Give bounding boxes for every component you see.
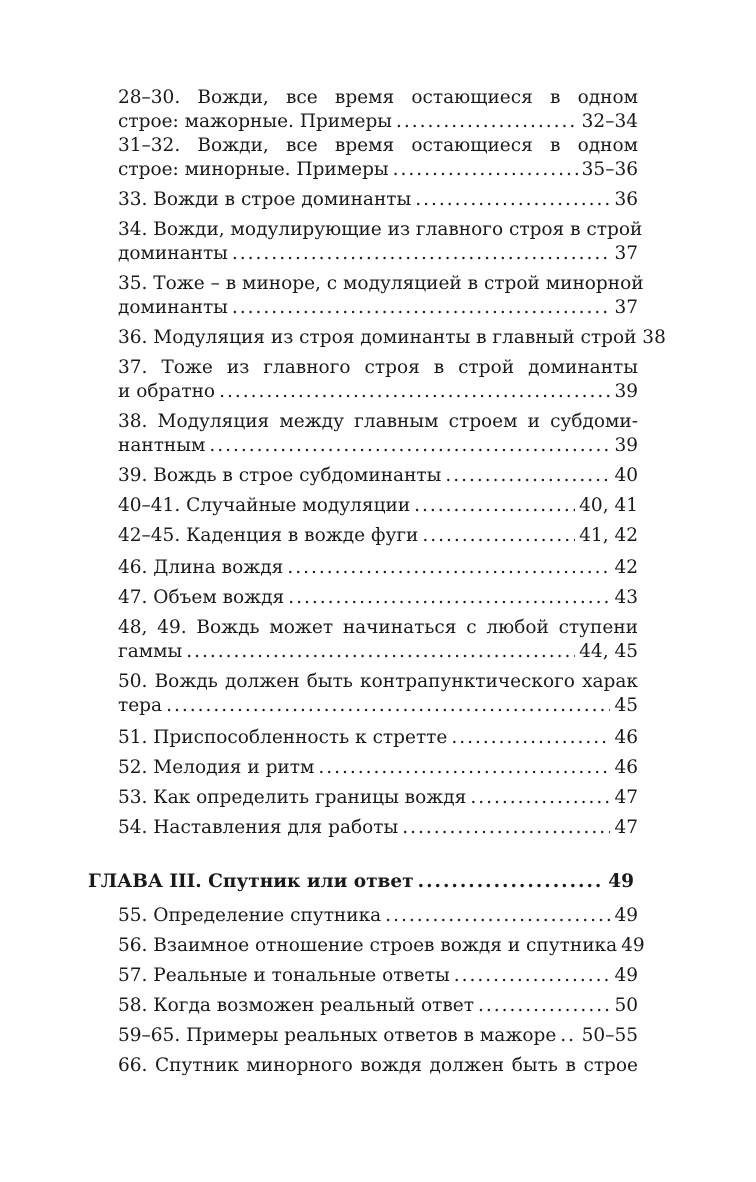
leader-dots [385, 904, 610, 928]
toc-entry[interactable] [118, 816, 638, 840]
leader-dots [318, 756, 610, 780]
toc-entry[interactable]: 36. Модуляция из строя доминанты в главный строй 38 [118, 327, 666, 348]
toc-entry[interactable] [118, 464, 638, 488]
leader-dots [445, 464, 610, 488]
leader-dots [560, 1024, 577, 1048]
toc-title: 47. Объем вождя [118, 587, 285, 608]
leader-dots [393, 158, 578, 182]
toc-entry[interactable] [118, 110, 638, 134]
toc-entry[interactable] [118, 640, 638, 664]
toc-title: 33. Вожди в строе доминанты [118, 189, 412, 210]
toc-page: 32–34 [581, 111, 638, 132]
toc-entry[interactable] [118, 586, 638, 610]
toc-entry[interactable] [118, 556, 638, 580]
toc-title: 53. Как определить границы вождя [118, 787, 467, 808]
toc-page: 49 [614, 905, 638, 926]
toc-line: 28–30. Вожди, все время остающиеся в одном [118, 87, 638, 108]
leader-dots [451, 726, 610, 750]
toc-line: 66. Спутник минорного вождя должен быть в строе [118, 1055, 638, 1076]
toc-title: строе: мажорные. Примеры [118, 111, 393, 132]
leader-dots [287, 556, 610, 580]
toc-title: тера [118, 695, 163, 716]
toc-title: доминанты [118, 297, 228, 318]
leader-dots [414, 494, 575, 518]
toc-page: 45 [614, 695, 638, 716]
toc-line: 34. Вожди, модулирующие из главного строя в строй [118, 219, 643, 240]
leader-dots [232, 296, 611, 320]
toc-title: 40–41. Случайные модуляции [118, 495, 411, 516]
toc-page: 46 [614, 727, 638, 748]
toc-title: гаммы [118, 641, 183, 662]
toc-entry[interactable] [118, 694, 638, 718]
leader-dots [288, 586, 610, 610]
toc-entry[interactable] [118, 786, 638, 810]
toc-entry[interactable] [118, 188, 638, 212]
toc-page: 50–55 [581, 1025, 638, 1046]
toc-page: 41, 42 [579, 525, 638, 546]
toc-page: 44, 45 [579, 641, 638, 662]
toc-entry[interactable] [118, 242, 638, 266]
toc-entry[interactable] [118, 524, 638, 548]
leader-dots [402, 816, 610, 840]
toc-page: 49 [621, 935, 645, 956]
toc-page: 47 [614, 817, 638, 838]
leader-dots [209, 434, 610, 458]
toc-page: 50 [614, 995, 638, 1016]
leader-dots [478, 994, 610, 1018]
toc-entry[interactable] [118, 296, 638, 320]
toc-entry[interactable] [118, 964, 638, 988]
leader-dots [422, 524, 575, 548]
toc-page: 47 [614, 787, 638, 808]
toc-title: 46. Длина вождя [118, 557, 284, 578]
toc-entry[interactable] [118, 1024, 638, 1048]
toc-line: 37. Тоже из главного строя в строй доминанты [118, 357, 638, 378]
toc-title: 54. Наставления для работы [118, 817, 399, 838]
toc-title: 57. Реальные и тональные ответы [118, 965, 450, 986]
toc-entry[interactable] [118, 994, 638, 1018]
toc-entry[interactable] [118, 380, 638, 404]
toc-title: 42–45. Каденция в вожде фуги [118, 525, 419, 546]
toc-entry[interactable] [118, 434, 638, 458]
chapter-title: ГЛАВА III. Спутник или ответ [88, 871, 414, 892]
leader-dots [219, 380, 610, 404]
toc-line: 48, 49. Вождь может начинаться с любой ступени [118, 617, 638, 638]
toc-page: 39 [614, 381, 638, 402]
toc-entry[interactable] [118, 904, 638, 928]
toc-entry[interactable] [118, 934, 645, 958]
toc-title: строе: минорные. Примеры [118, 159, 389, 180]
toc-title: 55. Определение спутника [118, 905, 382, 926]
toc-title: 58. Когда возможен реальный ответ [118, 995, 474, 1016]
toc-page: 43 [614, 587, 638, 608]
leader-dots [418, 870, 605, 894]
leader-dots [396, 110, 578, 134]
toc-page: 36 [614, 189, 638, 210]
toc-page: 35–36 [581, 159, 638, 180]
leader-dots [232, 242, 611, 266]
toc-page: 42 [614, 557, 638, 578]
toc-page: 37 [614, 297, 638, 318]
toc-line: 31–32. Вожди, все время остающиеся в одном [118, 135, 638, 156]
toc-page: 40 [614, 465, 638, 486]
toc-page: 37 [614, 243, 638, 264]
chapter-heading[interactable] [88, 870, 634, 894]
toc-title: 59–65. Примеры реальных ответов в мажоре [118, 1025, 557, 1046]
toc-page: 40, 41 [579, 495, 638, 516]
toc-page: 39 [614, 435, 638, 456]
toc-entry[interactable] [118, 726, 638, 750]
toc-line: 50. Вождь должен быть контрапунктического харак [118, 671, 638, 692]
toc-line: 35. Тоже – в миноре, с модуляцией в строй минорной [118, 273, 644, 294]
toc-entry[interactable] [118, 756, 638, 780]
toc-title: нантным [118, 435, 206, 456]
leader-dots [454, 964, 611, 988]
chapter-page: 49 [608, 871, 634, 892]
toc-title: 52. Мелодия и ритм [118, 757, 315, 778]
toc-title: доминанты [118, 243, 228, 264]
toc-page: 49 [614, 965, 638, 986]
toc-title: 56. Взаимное отношение строев вождя и спутника [118, 935, 618, 956]
leader-dots [415, 188, 610, 212]
toc-title: 39. Вождь в строе субдоминанты [118, 465, 442, 486]
leader-dots [166, 694, 610, 718]
toc-line: 38. Модуляция между главным строем и субдоми- [118, 411, 638, 432]
toc-entry[interactable] [118, 494, 638, 518]
leader-dots [186, 640, 575, 664]
toc-entry[interactable] [118, 158, 638, 182]
toc-title: 51. Приспособленность к стретте [118, 727, 448, 748]
leader-dots [470, 786, 610, 810]
toc-page: 46 [614, 757, 638, 778]
toc-title: и обратно [118, 381, 216, 402]
